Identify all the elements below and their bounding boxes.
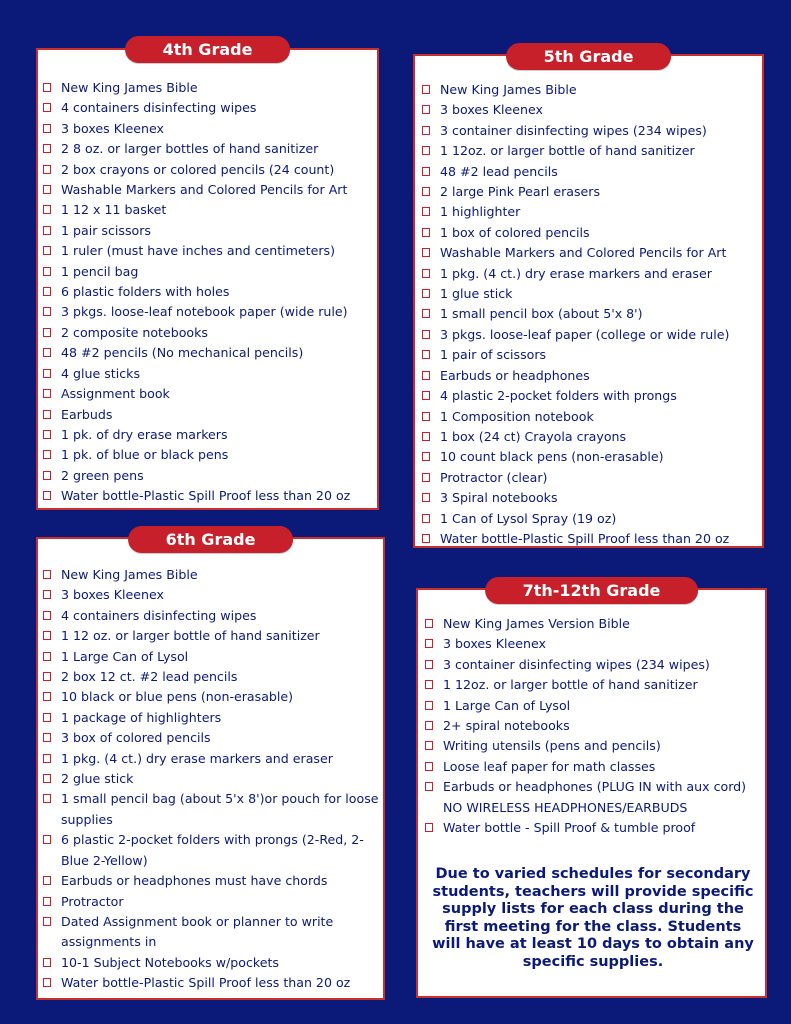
list-item: 1 box (24 ct) Crayola crayons — [422, 427, 764, 447]
checkbox-icon — [422, 187, 430, 196]
list-item: 4 containers disinfecting wipes — [43, 98, 378, 118]
list-item: 1 Large Can of Lysol — [425, 696, 767, 716]
list-item: 1 highlighter — [422, 202, 764, 222]
checkbox-icon — [422, 85, 430, 94]
checkbox-icon — [43, 491, 51, 500]
list-item: 1 pk. of dry erase markers — [43, 425, 378, 445]
checkbox-icon — [43, 83, 51, 92]
list-item: New King James Bible — [43, 78, 378, 98]
grade7-12-list — [425, 614, 767, 838]
list-item: Earbuds or headphones — [422, 366, 764, 386]
list-item: New King James Version Bible — [425, 614, 767, 634]
list-item: 1 Can of Lysol Spray (19 oz) — [422, 509, 764, 529]
checkbox-icon — [43, 103, 51, 112]
checkbox-icon — [425, 660, 433, 669]
list-item: 1 12oz. or larger bottle of hand sanitizer — [422, 141, 764, 161]
checkbox-icon — [425, 762, 433, 771]
checkbox-icon — [43, 287, 51, 296]
checkbox-icon — [43, 652, 51, 661]
list-item: 1 pkg. (4 ct.) dry erase markers and eraser — [43, 749, 383, 769]
checkbox-icon — [43, 389, 51, 398]
list-item: 10 black or blue pens (non-erasable) — [43, 687, 383, 707]
list-item: Earbuds or headphones (PLUG IN with aux cord) NO WIRELESS HEADPHONES/EARBUDS — [425, 777, 767, 818]
checkbox-icon — [43, 590, 51, 599]
list-item: 3 container disinfecting wipes (234 wipes) — [425, 655, 767, 675]
checkbox-icon — [422, 269, 430, 278]
checkbox-icon — [43, 958, 51, 967]
checkbox-icon — [422, 391, 430, 400]
list-item: 3 container disinfecting wipes (234 wipes) — [422, 121, 764, 141]
checkbox-icon — [43, 328, 51, 337]
list-item: 6 plastic folders with holes — [43, 282, 378, 302]
grade5-title: 5th Grade — [506, 43, 672, 70]
list-item: New King James Bible — [43, 565, 383, 585]
list-item: 10-1 Subject Notebooks w/pockets — [43, 953, 383, 973]
list-item: 1 pencil bag — [43, 262, 378, 282]
grade4-list — [43, 78, 378, 507]
list-item: 1 package of highlighters — [43, 708, 383, 728]
checkbox-icon — [43, 348, 51, 357]
list-item: Water bottle-Plastic Spill Proof less than 20 oz — [422, 529, 764, 549]
checkbox-icon — [422, 412, 430, 421]
list-item: 1 glue stick — [422, 284, 764, 304]
checkbox-icon — [422, 167, 430, 176]
list-item: Protractor — [43, 892, 383, 912]
checkbox-icon — [425, 701, 433, 710]
checkbox-icon — [43, 917, 51, 926]
checkbox-icon — [422, 105, 430, 114]
list-item: 2 large Pink Pearl erasers — [422, 182, 764, 202]
checkbox-icon — [43, 631, 51, 640]
checkbox-icon — [425, 741, 433, 750]
list-item: 2 glue stick — [43, 769, 383, 789]
checkbox-icon — [43, 205, 51, 214]
checkbox-icon — [43, 450, 51, 459]
checkbox-icon — [43, 774, 51, 783]
list-item: 1 box of colored pencils — [422, 223, 764, 243]
grade6-list — [43, 565, 383, 994]
list-item: Washable Markers and Colored Pencils for Art — [422, 243, 764, 263]
checkbox-icon — [43, 185, 51, 194]
list-item: 1 12 oz. or larger bottle of hand sanitizer — [43, 626, 383, 646]
checkbox-icon — [425, 639, 433, 648]
list-item: 2 8 oz. or larger bottles of hand sanitizer — [43, 139, 378, 159]
checkbox-icon — [422, 432, 430, 441]
checkbox-icon — [43, 835, 51, 844]
list-item: Writing utensils (pens and pencils) — [425, 736, 767, 756]
list-item: Protractor (clear) — [422, 468, 764, 488]
checkbox-icon — [43, 369, 51, 378]
list-item: 48 #2 pencils (No mechanical pencils) — [43, 343, 378, 363]
checkbox-icon — [43, 144, 51, 153]
checkbox-icon — [43, 124, 51, 133]
checkbox-icon — [43, 246, 51, 255]
list-item: 2 box crayons or colored pencils (24 count) — [43, 160, 378, 180]
grade7-12-title: 7th-12th Grade — [485, 577, 699, 604]
list-item: 1 small pencil box (about 5'x 8') — [422, 304, 764, 324]
list-item: 4 containers disinfecting wipes — [43, 606, 383, 626]
grade4-card — [36, 40, 379, 510]
checkbox-icon — [422, 493, 430, 502]
list-item: 3 boxes Kleenex — [422, 100, 764, 120]
checkbox-icon — [43, 876, 51, 885]
checkbox-icon — [422, 514, 430, 523]
checkbox-icon — [422, 289, 430, 298]
list-item: 3 box of colored pencils — [43, 728, 383, 748]
checkbox-icon — [43, 570, 51, 579]
list-item: 1 pair scissors — [43, 221, 378, 241]
grade6-title: 6th Grade — [128, 526, 294, 553]
grade4-title: 4th Grade — [125, 36, 291, 63]
list-item: Water bottle-Plastic Spill Proof less than 20 oz — [43, 973, 383, 993]
list-item: 3 pkgs. loose-leaf notebook paper (wide rule) — [43, 302, 378, 322]
checkbox-icon — [43, 733, 51, 742]
list-item: 3 boxes Kleenex — [43, 119, 378, 139]
checkbox-icon — [425, 619, 433, 628]
checkbox-icon — [43, 978, 51, 987]
checkbox-icon — [43, 611, 51, 620]
checkbox-icon — [43, 165, 51, 174]
grade6-card — [36, 530, 385, 1000]
checkbox-icon — [43, 430, 51, 439]
checkbox-icon — [43, 754, 51, 763]
checkbox-icon — [422, 452, 430, 461]
checkbox-icon — [422, 473, 430, 482]
checkbox-icon — [43, 672, 51, 681]
list-item: 1 12oz. or larger bottle of hand sanitizer — [425, 675, 767, 695]
checkbox-icon — [43, 897, 51, 906]
checkbox-icon — [422, 330, 430, 339]
list-item: 1 Composition notebook — [422, 407, 764, 427]
list-item: Water bottle - Spill Proof & tumble proof — [425, 818, 767, 838]
list-item: Earbuds — [43, 405, 378, 425]
checkbox-icon — [43, 794, 51, 803]
grade7-12-card — [416, 581, 767, 998]
checkbox-icon — [422, 309, 430, 318]
list-item: Loose leaf paper for math classes — [425, 757, 767, 777]
list-item: 1 small pencil bag (about 5'x 8')or pouch for loose supplies — [43, 789, 383, 830]
checkbox-icon — [425, 680, 433, 689]
secondary-supply-note: Due to varied schedules for secondary students, teachers will provide specific supply lists for each class during the first meeting for the class. Students will have at least 10 days to obtain any specific supplies. — [432, 866, 754, 970]
checkbox-icon — [43, 267, 51, 276]
list-item: 3 Spiral notebooks — [422, 488, 764, 508]
list-item: 2 box 12 ct. #2 lead pencils — [43, 667, 383, 687]
checkbox-icon — [43, 713, 51, 722]
list-item: Water bottle-Plastic Spill Proof less than 20 oz — [43, 486, 378, 506]
list-item: Earbuds or headphones must have chords — [43, 871, 383, 891]
checkbox-icon — [43, 226, 51, 235]
checkbox-icon — [422, 350, 430, 359]
checkbox-icon — [422, 371, 430, 380]
list-item: 6 plastic 2-pocket folders with prongs (2-Red, 2-Blue 2-Yellow) — [43, 830, 383, 871]
checkbox-icon — [43, 692, 51, 701]
checkbox-icon — [422, 126, 430, 135]
list-item: 4 glue sticks — [43, 364, 378, 384]
checkbox-icon — [422, 228, 430, 237]
list-item: 48 #2 lead pencils — [422, 162, 764, 182]
list-item: 1 pk. of blue or black pens — [43, 445, 378, 465]
list-item: 1 ruler (must have inches and centimeters) — [43, 241, 378, 261]
list-item: 1 pkg. (4 ct.) dry erase markers and eraser — [422, 264, 764, 284]
list-item: 3 boxes Kleenex — [43, 585, 383, 605]
checkbox-icon — [43, 307, 51, 316]
checkbox-icon — [422, 248, 430, 257]
checkbox-icon — [425, 782, 433, 791]
list-item: 2 composite notebooks — [43, 323, 378, 343]
list-item: Washable Markers and Colored Pencils for Art — [43, 180, 378, 200]
list-item: 1 Large Can of Lysol — [43, 647, 383, 667]
list-item: 10 count black pens (non-erasable) — [422, 447, 764, 467]
checkbox-icon — [422, 534, 430, 543]
list-item: New King James Bible — [422, 80, 764, 100]
checkbox-icon — [422, 146, 430, 155]
list-item: 3 pkgs. loose-leaf paper (college or wide rule) — [422, 325, 764, 345]
list-item: 1 12 x 11 basket — [43, 200, 378, 220]
grade5-card — [413, 47, 764, 548]
list-item: Assignment book — [43, 384, 378, 404]
list-item: 1 pair of scissors — [422, 345, 764, 365]
list-item: 2 green pens — [43, 466, 378, 486]
list-item: 2+ spiral notebooks — [425, 716, 767, 736]
list-item: Dated Assignment book or planner to write assignments in — [43, 912, 383, 953]
checkbox-icon — [43, 471, 51, 480]
checkbox-icon — [425, 823, 433, 832]
list-item: 4 plastic 2-pocket folders with prongs — [422, 386, 764, 406]
checkbox-icon — [422, 207, 430, 216]
checkbox-icon — [425, 721, 433, 730]
checkbox-icon — [43, 410, 51, 419]
list-item: 3 boxes Kleenex — [425, 634, 767, 654]
grade5-list — [422, 80, 764, 549]
